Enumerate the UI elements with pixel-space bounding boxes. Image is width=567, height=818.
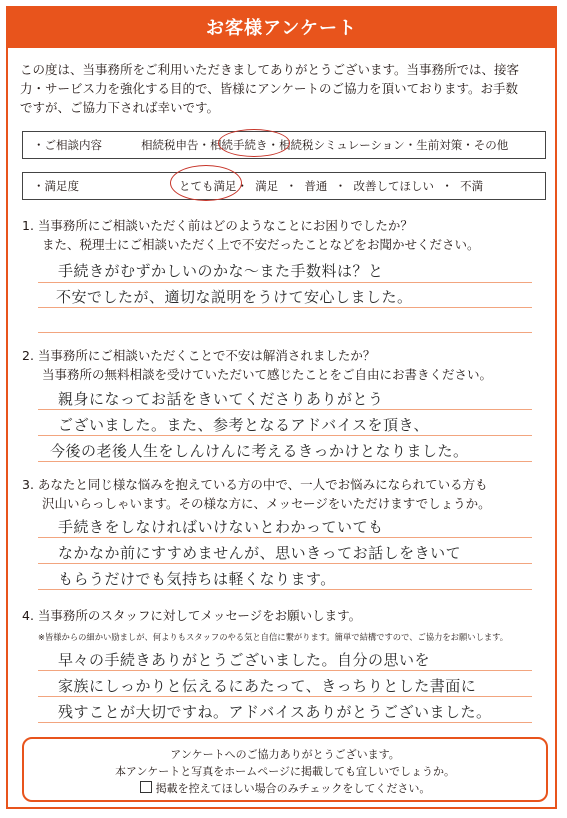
answer-rule <box>38 589 532 590</box>
footer-thanks: アンケートへのご協力ありがとうございます。 <box>170 748 400 761</box>
intro-text <box>20 60 550 117</box>
answer-rule <box>38 409 532 410</box>
question-text: 1. 当事務所にご相談いただく前はどのようなことにお困りでしたか？ <box>22 218 413 233</box>
selection-circle <box>218 129 290 157</box>
selection-circle <box>170 165 242 201</box>
consult-option-selected[interactable]: 相続手続き <box>210 138 268 152</box>
satisfaction-option-selected[interactable]: とても満足 <box>179 179 237 193</box>
intro-line: この度は、当事務所をご利用いただきましてありがとうございます。当事務所では、接客 <box>20 62 520 77</box>
handwritten-answer: 手続きがむずかしいのかな〜また手数料は？と <box>58 262 384 280</box>
intro-line: 力・サービス力を強化する目的で、皆様にアンケートのご協力を頂いております。お手数 <box>20 81 519 96</box>
question-subtext: 当事務所の無料相談を受けていただいて感じたことをご自由にお書きください。 <box>42 367 493 382</box>
satisfaction-option[interactable]: ・ 満足 ・ 普通 ・ 改善してほしい ・ 不満 <box>236 179 484 193</box>
answer-rule <box>38 332 532 333</box>
question-2 <box>22 346 552 384</box>
question-note: ※皆様からの細かい励ましが、何よりもスタッフのやる気と自信に繋がります。簡単で結構ですので、ご協力をお願いします。 <box>38 632 509 642</box>
handwritten-answer: なかなか前にすすめませんが、思いきってお話しをきいて <box>58 544 462 562</box>
satisfaction-box <box>22 172 546 200</box>
question-4 <box>22 606 552 625</box>
handwritten-answer: 残すことが大切ですね。アドバイスありがとうございました。 <box>58 703 492 721</box>
answer-rule <box>38 722 532 723</box>
question-text: 3. あなたと同じ様な悩みを抱えている方の中で、一人でお悩みになられている方も <box>22 477 488 492</box>
handwritten-answer: 親身になってお話をきいてくださりありがとう <box>58 390 384 408</box>
answer-rule <box>38 563 532 564</box>
question-3 <box>22 475 552 513</box>
answer-rule <box>38 537 532 538</box>
handwritten-answer: もらうだけでも気持ちは軽くなります。 <box>58 570 336 588</box>
answer-rule <box>38 461 532 462</box>
footer-consent-question: 本アンケートと写真をホームページに掲載しても宜しいでしょうか。 <box>114 765 456 778</box>
answer-rule <box>38 696 532 697</box>
question-1 <box>22 216 552 254</box>
handwritten-answer: 手続きをしなければいけないとわかっていても <box>58 518 384 536</box>
consult-option[interactable]: ・相続税シミュレーション・生前対策・その他 <box>267 138 509 152</box>
consult-type-options <box>141 137 508 153</box>
question-subtext: また、税理士にご相談いただく上で不安だったことなどをお聞かせください。 <box>42 237 480 252</box>
answer-rule <box>38 282 532 283</box>
question-subtext: 沢山いらっしゃいます。その様な方に、メッセージをいただけますでしょうか。 <box>42 496 491 511</box>
survey-title: お客様アンケート <box>6 6 557 48</box>
handwritten-answer: 不安でしたが、適切な説明をうけて安心しました。 <box>56 288 413 306</box>
handwritten-answer: 今後の老後人生をしんけんに考えるきっかけとなりました。 <box>50 442 469 460</box>
satisfaction-label: ・満足度 <box>33 179 79 193</box>
opt-out-label: 掲載を控えてほしい場合のみチェックをしてください。 <box>155 782 431 795</box>
handwritten-answer: 家族にしっかりと伝えるにあたって、きっちりとした書面に <box>58 677 477 695</box>
footer-box <box>22 737 548 802</box>
answer-rule <box>38 670 532 671</box>
question-text: 4. 当事務所のスタッフに対してメッセージをお願いします。 <box>22 608 362 623</box>
handwritten-answer: 早々の手続きありがとうございました。自分の思いを <box>58 651 431 669</box>
opt-out-checkbox[interactable] <box>140 781 152 793</box>
consult-option[interactable]: 相続税申告・ <box>141 138 210 152</box>
consult-type-label: ・ご相談内容 <box>33 138 102 152</box>
footer-opt-out <box>24 780 546 797</box>
answer-rule <box>38 435 532 436</box>
question-text: 2. 当事務所にご相談いただくことで不安は解消されましたか？ <box>22 348 376 363</box>
handwritten-answer: ございました。また、参考となるアドバイスを頂き、 <box>58 416 429 434</box>
intro-line: ですが、ご協力下されば幸いです。 <box>20 100 220 115</box>
answer-rule <box>38 307 532 308</box>
